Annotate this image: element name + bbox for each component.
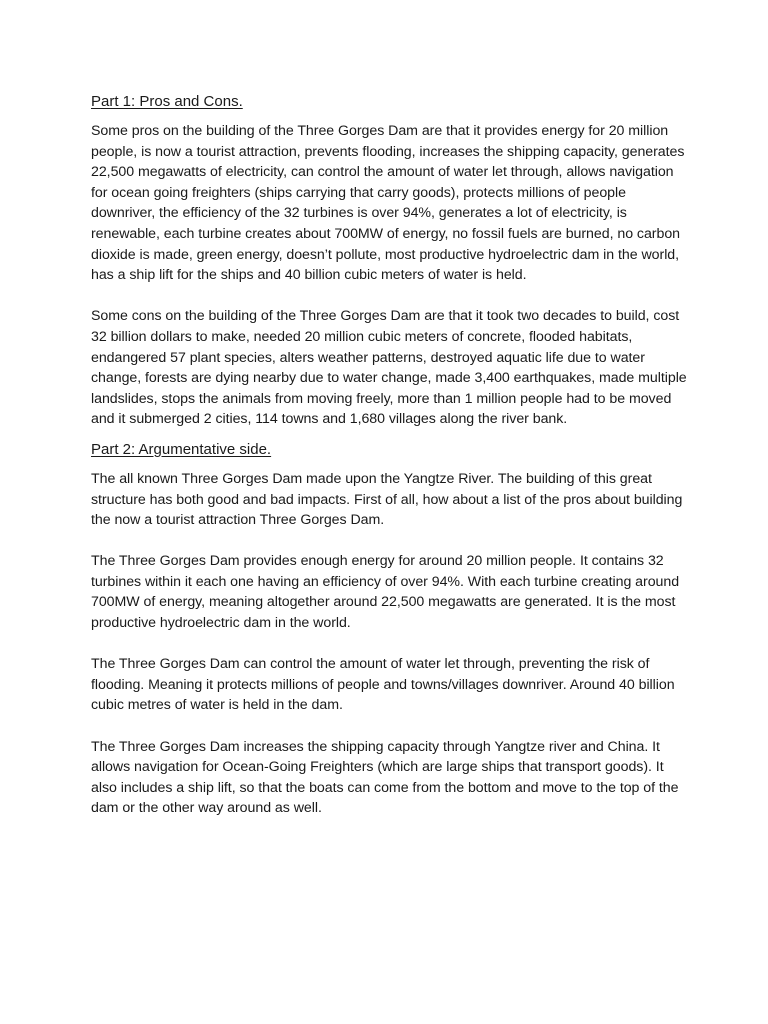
paragraph-spacer bbox=[91, 531, 691, 552]
intro-paragraph: The all known Three Gorges Dam made upon the Yangtze River. The building of this great structure has both good and bad impacts. First of all, how about a list of the pros about building the now a tourist attraction Three Gorges Dam. bbox=[91, 470, 683, 529]
document-page bbox=[91, 92, 691, 819]
cons-paragraph: Some cons on the building of the Three Gorges Dam are that it took two decades to build, cost 32 billion dollars to make, needed 20 million cubic meters of concrete, flooded habitats, endangered 57 plant species, alters weather patterns, destroyed aquatic life due to water change, forests are dying nearby due to water change, made 3,400 earthquakes, made multiple landslides, stops the animals from moving freely, more than 1 million people had to be moved and it submerged 2 cities, 114 towns and 1,680 villages along the river bank. bbox=[91, 308, 687, 428]
part2-heading: Part 2: Argumentative side. bbox=[91, 440, 272, 458]
paragraph-spacer bbox=[91, 634, 691, 655]
pros-paragraph: Some pros on the building of the Three Gorges Dam are that it provides energy for 20 million people, is now a tourist attraction, prevents flooding, increases the shipping capacity, generates 22,500 megawatts of electricity, can control the amount of water let through, allows navigation for ocean going freighters (ships carrying that carry goods), protects millions of people downriver, the efficiency of the 32 turbines is over 94%, generates a lot of electricity, is renewable, each turbine creates about 700MW of energy, no fossil fuels are burned, no carbon dioxide is made, green energy, doesn’t pollute, most productive hydroelectric dam in the world, has a ship lift for the ships and 40 billion cubic meters of water is held. bbox=[91, 123, 685, 284]
paragraph-spacer bbox=[91, 716, 691, 737]
energy-paragraph: The Three Gorges Dam provides enough energy for around 20 million people. It contains 32 turbines within it each one having an efficiency of over 94%. With each turbine creating around 700MW of energy, meaning altogether around 22,500 megawatts are generated. It is the most productive hydroelectric dam in the world. bbox=[91, 553, 680, 632]
flood-control-paragraph: The Three Gorges Dam can control the amount of water let through, preventing the risk of flooding. Meaning it protects millions of people and towns/villages downriver. Around 40 billion cubic metres of water is held in the dam. bbox=[91, 656, 675, 714]
paragraph-spacer bbox=[91, 286, 691, 307]
part1-heading: Part 1: Pros and Cons. bbox=[91, 93, 243, 110]
shipping-paragraph: The Three Gorges Dam increases the shipping capacity through Yangtze river and China. It allows navigation for Ocean-Going Freighters (which are large ships that transport goods). It also includes a ship lift, so that the boats can come from the bottom and move to the top of the dam or the other way around as well. bbox=[91, 738, 679, 817]
